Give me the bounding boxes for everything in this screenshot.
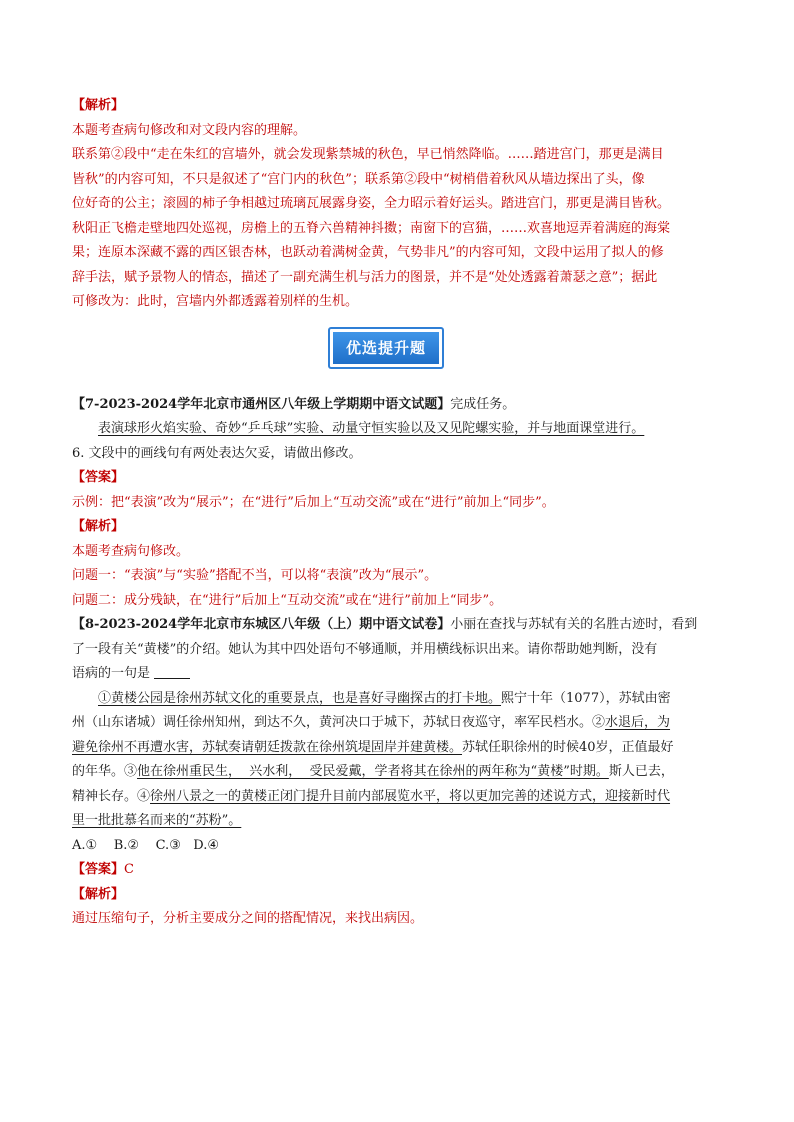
analysis-line: 联系第②段中“走在朱红的宫墙外，就会发现紫禁城的秋色，早已悄然降临。……踏进宫门，那更是满目	[72, 147, 664, 162]
analysis-line: 可修改为：此时，宫墙内外都透露着别样的生机。	[72, 294, 359, 309]
answer-options: A.① B.② C.③ D.④	[72, 837, 219, 853]
passage-text: 斯人已去，	[608, 764, 674, 779]
answer-heading: 【答案】	[72, 862, 125, 877]
underlined-sentence-2: 避免徐州不再遭水害，苏轼奏请朝廷拨款在徐州筑堤固岸并建黄楼。	[72, 739, 463, 755]
question-prompt: 6. 文段中的画线句有两处表达欠妥，请做出修改。	[72, 445, 362, 461]
banner-label: 优选提升题	[333, 332, 439, 364]
analysis-line: 位好奇的公主；滚圆的柿子争相越过琉璃瓦展露身姿，全力昭示着好运头。踏进宫门，那更是满目皆秋。	[72, 196, 671, 211]
underlined-sentence-3: 他在徐州重民生， 兴水利， 受民爱戴，学者将其在徐州的两年称为“黄楼”时期。	[137, 764, 609, 779]
analysis-line: 问题一：“表演”与“实验”搭配不当，可以将“表演”改为“展示”。	[72, 568, 438, 583]
analysis-line: 秋阳正飞檐走壁地四处巡视，房檐上的五脊六兽精神抖擞；南窗下的宫猫，……欢喜地逗弄着满庭的海棠	[72, 220, 671, 236]
analysis-line: 通过压缩句子，分析主要成分之间的搭配情况，来找出病因。	[72, 911, 424, 926]
question-source: 【8-2023-2024学年北京市东城区八年级（上）期中语文试卷】	[72, 617, 451, 632]
analysis-line: 皆秋”的内容可知，不只是叙述了“宫门内的秋色”；联系第②段中“树梢借着秋风从墙边探出了头，像	[72, 171, 645, 187]
passage-text: 精神长存。④	[72, 788, 151, 804]
underlined-sentence-2: 水退后，为	[605, 715, 671, 730]
banner-frame	[328, 327, 444, 369]
underlined-passage: 表演球形火焰实验、奇妙“乒乓球”实验、动量守恒实验以及又见陀螺实验，并与地面课堂进行。	[98, 421, 645, 436]
question-source: 【7-2023-2024学年北京市通州区八年级上学期期中语文试题】	[72, 396, 451, 412]
document-page	[72, 94, 732, 932]
analysis-line: 本题考查病句修改。	[72, 543, 190, 559]
passage-text: 苏轼任职徐州的时候40岁，正值最好	[462, 739, 674, 755]
answer-blank	[154, 664, 190, 679]
analysis-heading: 【解析】	[72, 98, 125, 113]
question-instruction: 完成任务。	[450, 396, 516, 412]
question-intro: 了一段有关“黄楼”的介绍。她认为其中四处语句不够通顺，并用横线标识出来。请你帮助她判断，没有	[72, 641, 658, 657]
passage-text: 熙宁十年（1077），苏轼由密	[501, 690, 671, 706]
underlined-sentence-1: ①黄楼公园是徐州苏轼文化的重要景点，也是喜好寻幽探古的打卡地。	[98, 690, 502, 706]
answer-text: C	[124, 862, 134, 877]
analysis-heading: 【解析】	[72, 886, 125, 902]
passage-text: 的年华。③	[72, 764, 138, 779]
answer-text: 示例：把“表演”改为“展示”；在“进行”后加上“互动交流”或在“进行”前加上“同步”。	[72, 494, 555, 510]
passage-text: 州（山东诸城）调任徐州知州，到达不久，黄河决口于城下，苏轼日夜巡守，率军民档水。②	[72, 715, 606, 730]
question-8	[72, 613, 732, 932]
underlined-sentence-4: 徐州八景之一的黄楼正闭门提升目前内部展览水平，将以更加完善的述说方式，迎接新时代	[150, 788, 671, 804]
question-7	[72, 393, 732, 614]
analysis-line: 本题考查病句修改和对文段内容的理解。	[72, 122, 307, 138]
analysis-line: 果；连原本深藏不露的西区银杏林，也跃动着满树金黄，气势非凡”的内容可知，文段中运用了拟人的修	[72, 245, 664, 260]
analysis-section-1	[72, 94, 732, 315]
analysis-line: 辞手法，赋予景物人的情态，描述了一副充满生机与活力的图景，并不是“处处透露着萧瑟之意”；据此	[72, 269, 658, 285]
analysis-heading: 【解析】	[72, 519, 125, 534]
question-intro: 小丽在查找与苏轼有关的名胜古迹时，看到	[450, 617, 698, 632]
underlined-sentence-4: 里一批批慕名而来的“苏粉”。	[72, 813, 242, 828]
analysis-line: 问题二：成分残缺，在“进行”后加上“互动交流”或在“进行”前加上“同步”。	[72, 592, 503, 608]
answer-heading: 【答案】	[72, 470, 125, 485]
question-intro: 语病的一句是	[72, 666, 151, 681]
section-banner	[72, 323, 732, 379]
